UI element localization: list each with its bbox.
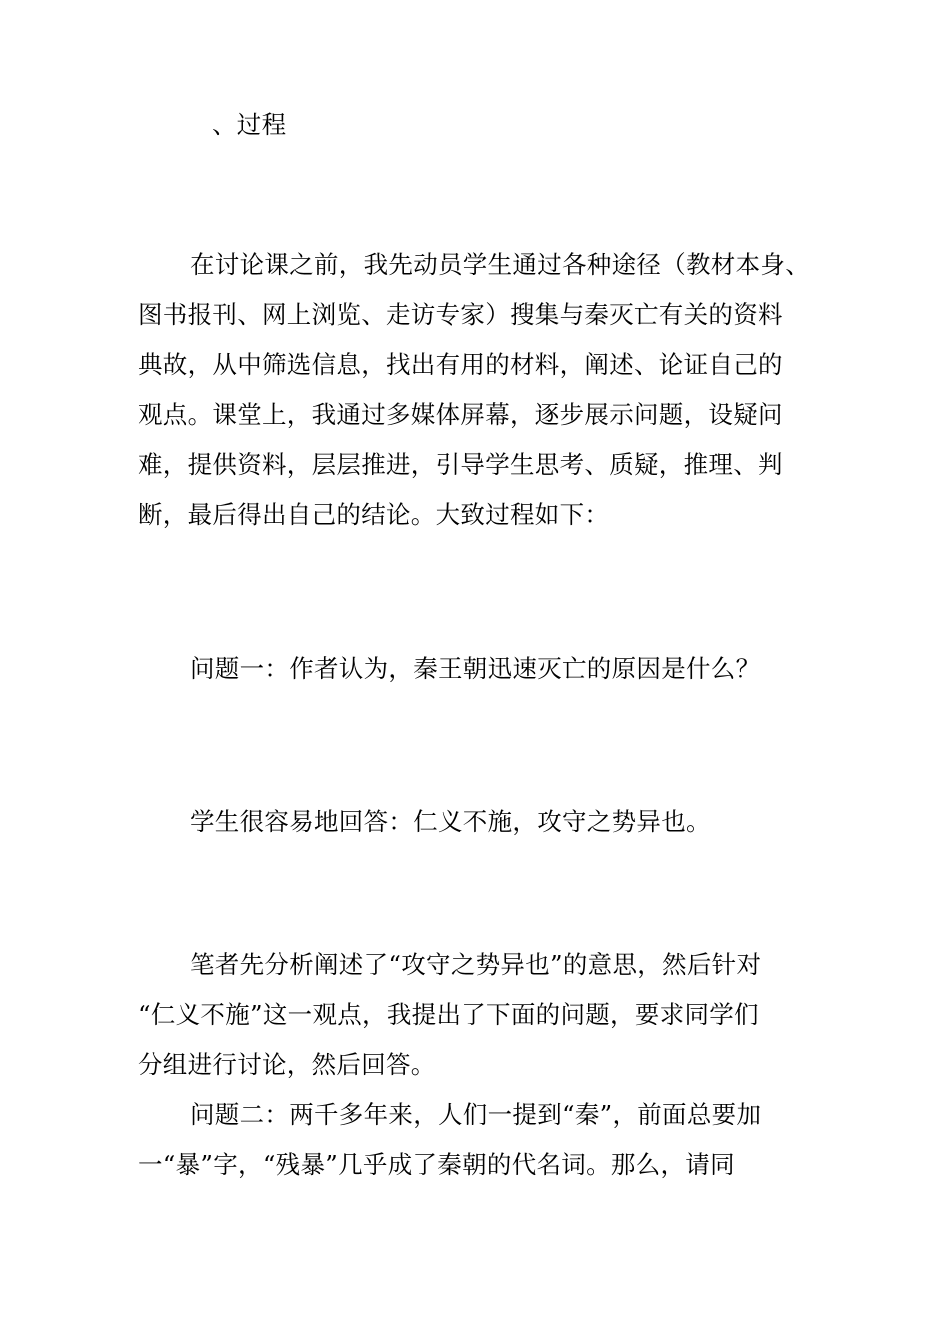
paragraph-line: 分组进行讨论，然后回答。 (138, 1050, 436, 1079)
section-heading (212, 100, 884, 150)
paragraph-line: “仁义不施”这一观点，我提出了下面的问题，要求同学们 (138, 1000, 759, 1029)
paragraph-analysis (138, 940, 810, 1190)
question-one (138, 644, 810, 694)
answer-one (138, 797, 810, 847)
paragraph-line: 笔者先分析阐述了“攻守之势异也”的意思，然后针对 (190, 950, 762, 979)
paragraph-line: 观点。课堂上，我通过多媒体屏幕，逐步展示问题，设疑问 (138, 400, 783, 429)
paragraph-preparation (138, 240, 810, 540)
question-two-line: 问题二：两千多年来，人们一提到“秦”，前面总要加 (190, 1100, 762, 1129)
question-two-line: 一“暴”字，“残暴”几乎成了秦朝的代名词。那么，请同 (138, 1150, 735, 1179)
paragraph-line: 在讨论课之前，我先动员学生通过各种途径（教材本身、 (190, 250, 810, 279)
paragraph-line: 图书报刊、网上浏览、走访专家）搜集与秦灭亡有关的资料 (138, 300, 783, 329)
section-heading-text: 、过程 (212, 110, 287, 139)
paragraph-line: 断，最后得出自己的结论。大致过程如下： (138, 500, 610, 529)
paragraph-line: 难，提供资料，层层推进，引导学生思考、质疑，推理、判 (138, 450, 783, 479)
paragraph-line: 典故，从中筛选信息，找出有用的材料，阐述、论证自己的 (138, 350, 783, 379)
answer-one-text: 学生很容易地回答：仁义不施，攻守之势异也。 (190, 807, 711, 836)
question-one-text: 问题一：作者认为，秦王朝迅速灭亡的原因是什么？ (190, 654, 761, 683)
